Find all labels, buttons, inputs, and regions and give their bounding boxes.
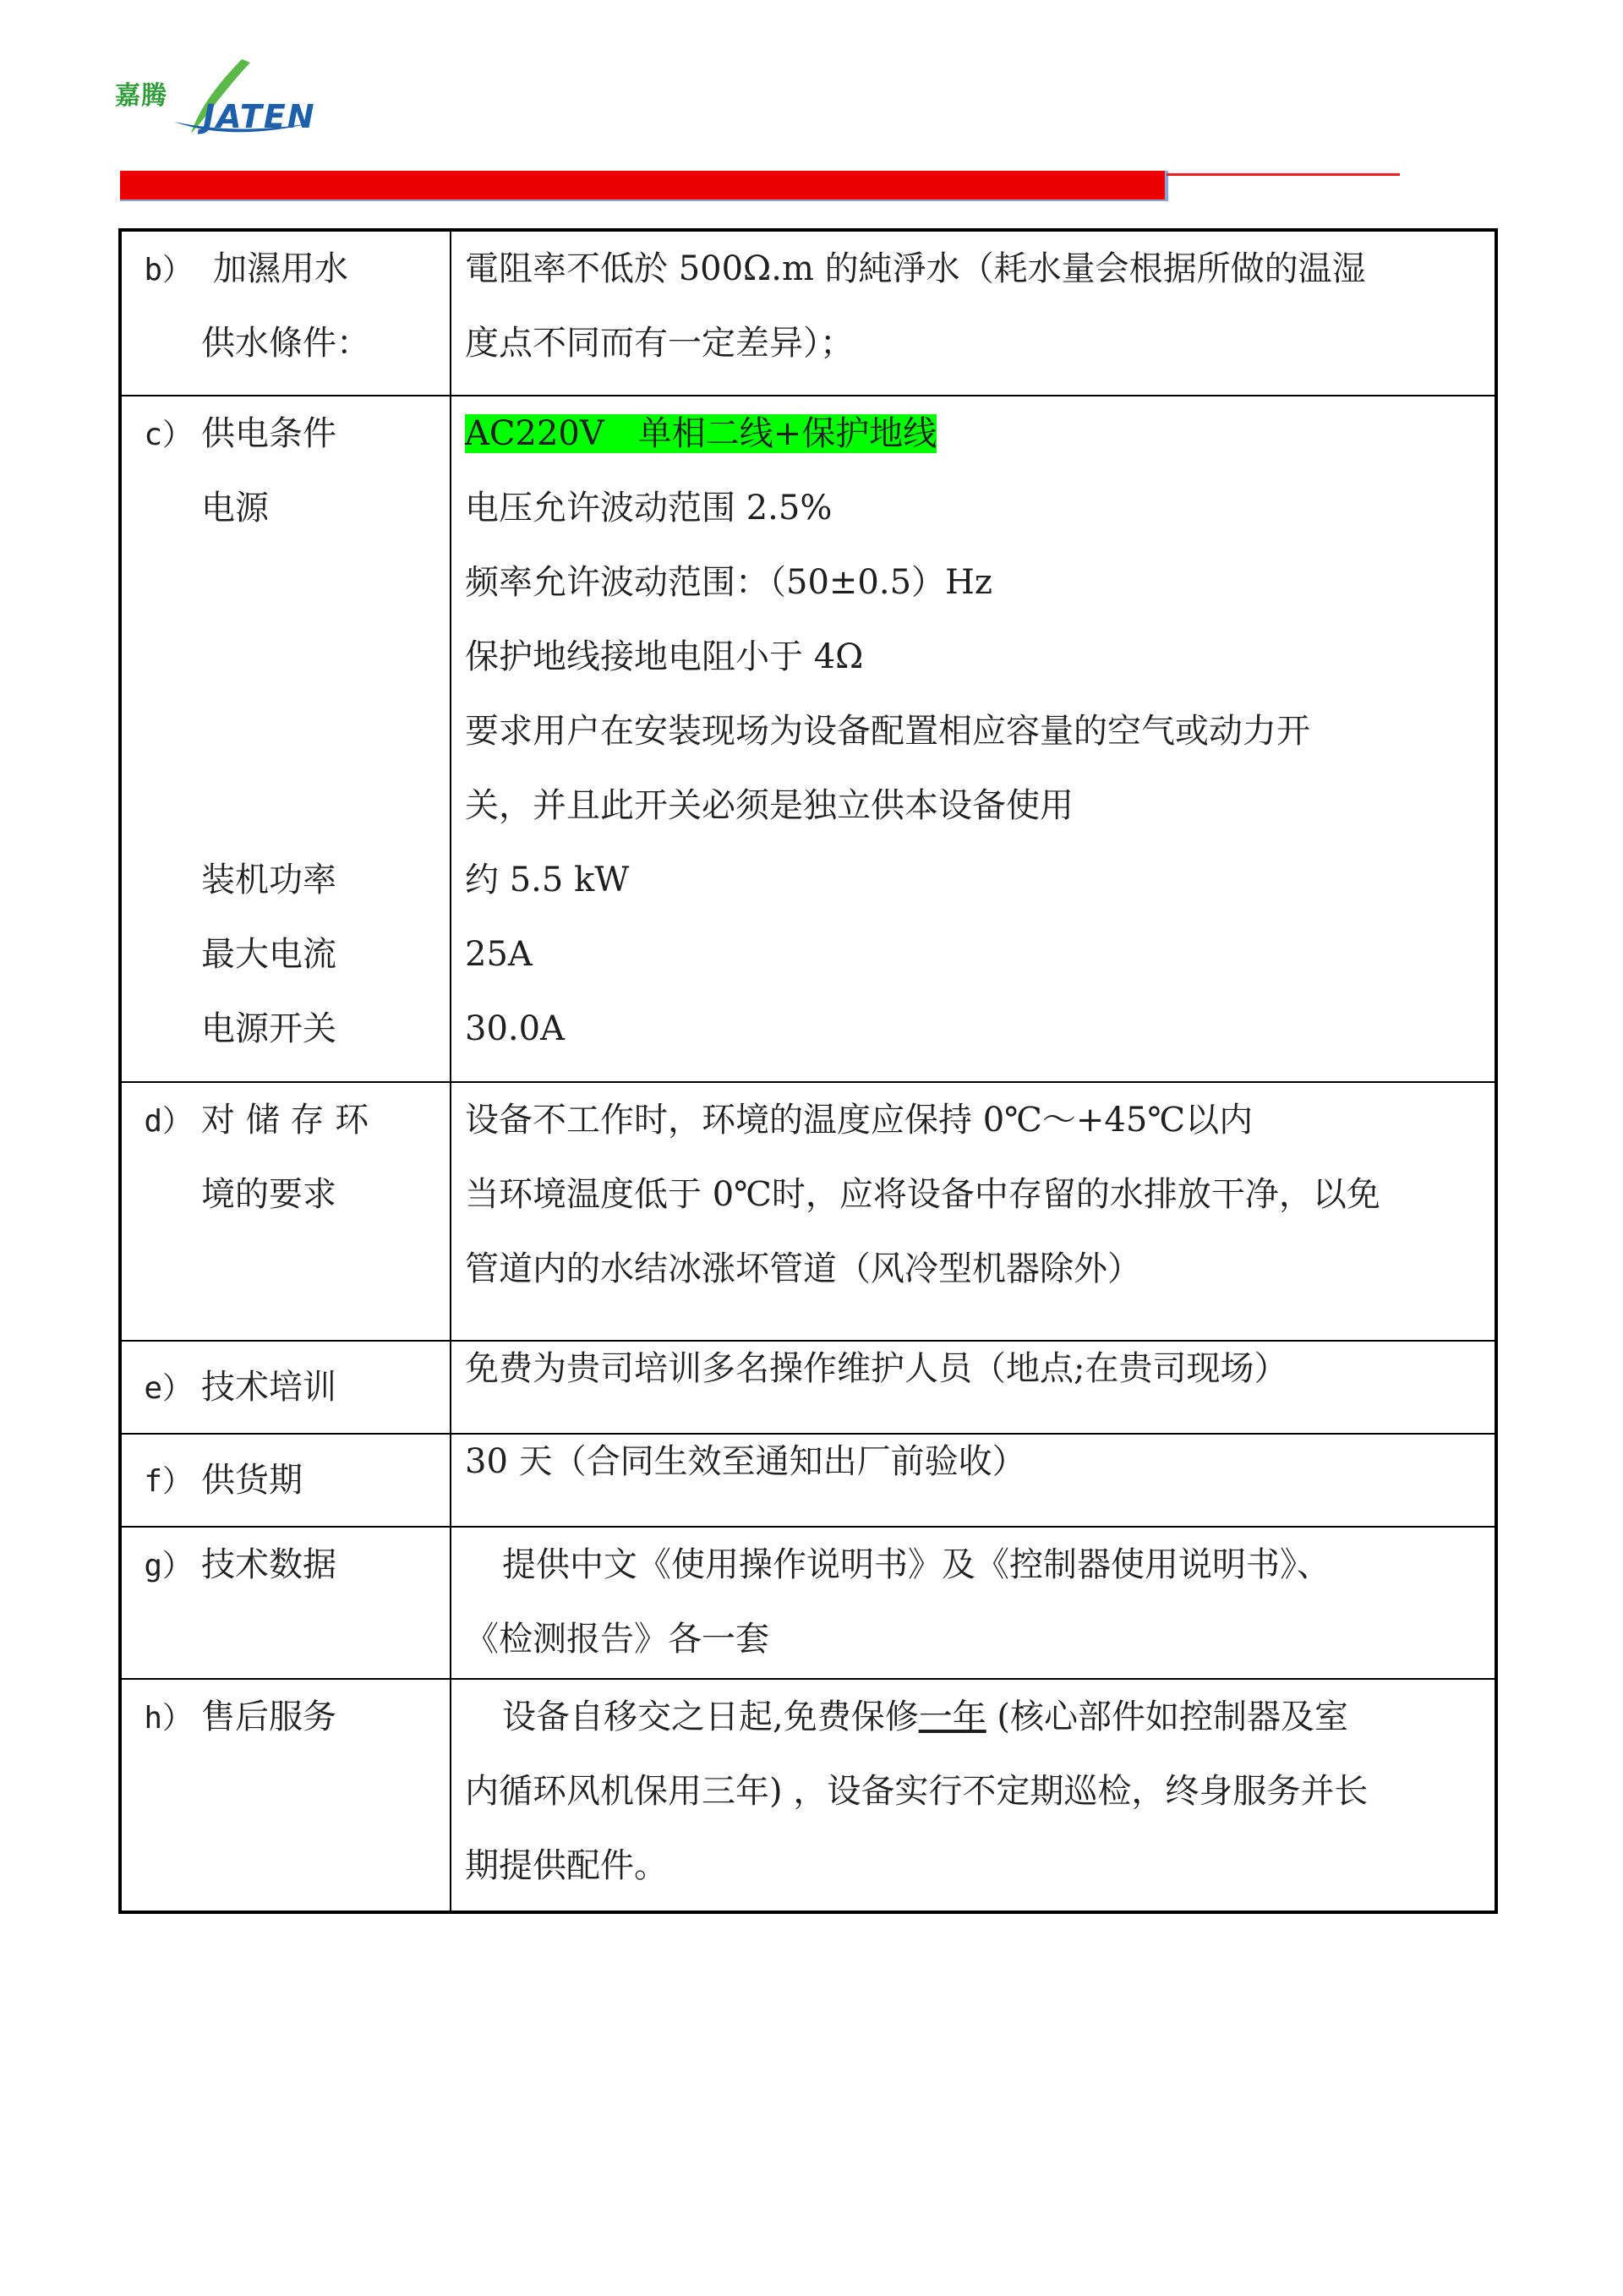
row-label: 加濕用水 [213,249,348,288]
value-line: 电压允许波动范围 2.5% [465,489,833,528]
value-line: 设备不工作时，环境的温度应保持 0℃～+45℃以内 [465,1101,1254,1140]
row-letter: f） [144,1464,193,1499]
value-installed-power: 约 5.5 kW [465,861,630,899]
value-cell [451,1679,1496,1912]
row-label: 技术数据 [201,1545,336,1584]
row-letter: h） [144,1701,193,1736]
value-cell [451,1527,1496,1679]
logo-chinese-text: 嘉腾 [115,81,167,111]
value-line: 内循环风机保用三年) ，设备实行不定期巡检，终身服务并长 [465,1772,1369,1811]
value-line: 電阻率不低於 500Ω.m 的純淨水（耗水量会根据所做的温湿 [465,249,1366,288]
row-label: 供货期 [201,1461,303,1500]
row-label-cont: 供水條件： [201,324,370,363]
label-cell [120,1341,451,1434]
table-row-water-supply [120,230,1496,396]
label-power-switch: 电源开关 [201,1009,336,1048]
value-text: 设备自移交之日起,免费保修 [502,1697,919,1736]
table-row-after-sales [120,1679,1496,1912]
row-letter: e） [144,1371,193,1406]
value-cell [451,1341,1496,1434]
row-label: 对 储 存 环 [201,1101,369,1140]
row-label: 供电条件 [201,414,336,453]
value-max-current: 25A [465,935,533,974]
value-power-switch: 30.0A [465,1009,565,1048]
value-cell [451,1434,1496,1527]
label-cell [120,1082,451,1341]
company-logo [115,56,335,140]
label-cell [120,1527,451,1679]
underlined-warranty-period: 一年 [918,1697,986,1736]
table-row-technical-data [120,1527,1496,1679]
value-line [465,1680,1483,1754]
row-letter: g） [144,1549,193,1583]
value-line: 当环境温度低于 0℃时，应将设备中存留的水排放干净，以免 [465,1175,1380,1214]
spec-table [118,228,1498,1914]
value-cell [451,396,1496,1082]
table-row-power-supply [120,396,1496,1082]
value-cell [451,230,1496,396]
row-label-cont: 电源 [201,489,269,528]
value-line: 30 天（合同生效至通知出厂前验收） [465,1442,1026,1481]
value-text: (核心部件如控制器及室 [986,1697,1349,1736]
table-row-storage [120,1082,1496,1341]
value-line: 免费为贵司培训多名操作维护人员（地点;在贵司现场） [465,1349,1288,1388]
value-line: 关，并且此开关必须是独立供本设备使用 [465,786,1074,825]
value-line: 管道内的水结冰涨坏管道（风冷型机器除外） [465,1249,1141,1288]
table-row-delivery [120,1434,1496,1527]
row-letter: b） [144,253,193,287]
value-line: 度点不同而有一定差异）； [465,324,854,363]
label-cell [120,230,451,396]
value-line: 频率允许波动范围：（50±0.5）Hz [465,563,992,602]
table-row-training [120,1341,1496,1434]
value-line: 《检测报告》各一套 [465,1620,769,1659]
value-cell [451,1082,1496,1341]
label-cell [120,1434,451,1527]
value-line: 提供中文《使用操作说明书》及《控制器使用说明书》、 [502,1545,1331,1584]
row-label: 技术培训 [201,1368,336,1407]
header-red-line [1167,173,1400,176]
row-letter: d） [144,1104,193,1139]
row-label-cont: 境的要求 [201,1175,336,1214]
label-installed-power: 装机功率 [201,861,336,899]
label-cell [120,1679,451,1912]
header-red-bar [120,171,1168,201]
highlighted-text: AC220V 单相二线+保护地线 [465,414,937,453]
value-line: 保护地线接地电阻小于 4Ω [465,637,864,676]
label-max-current: 最大电流 [201,935,336,974]
value-line: 要求用户在安装现场为设备配置相应容量的空气或动力开 [465,712,1310,751]
value-line: 期提供配件。 [465,1846,668,1885]
row-label: 售后服务 [201,1697,336,1736]
label-cell [120,396,451,1082]
row-letter: c） [144,418,193,452]
logo-english-text: JATEN [203,98,316,135]
